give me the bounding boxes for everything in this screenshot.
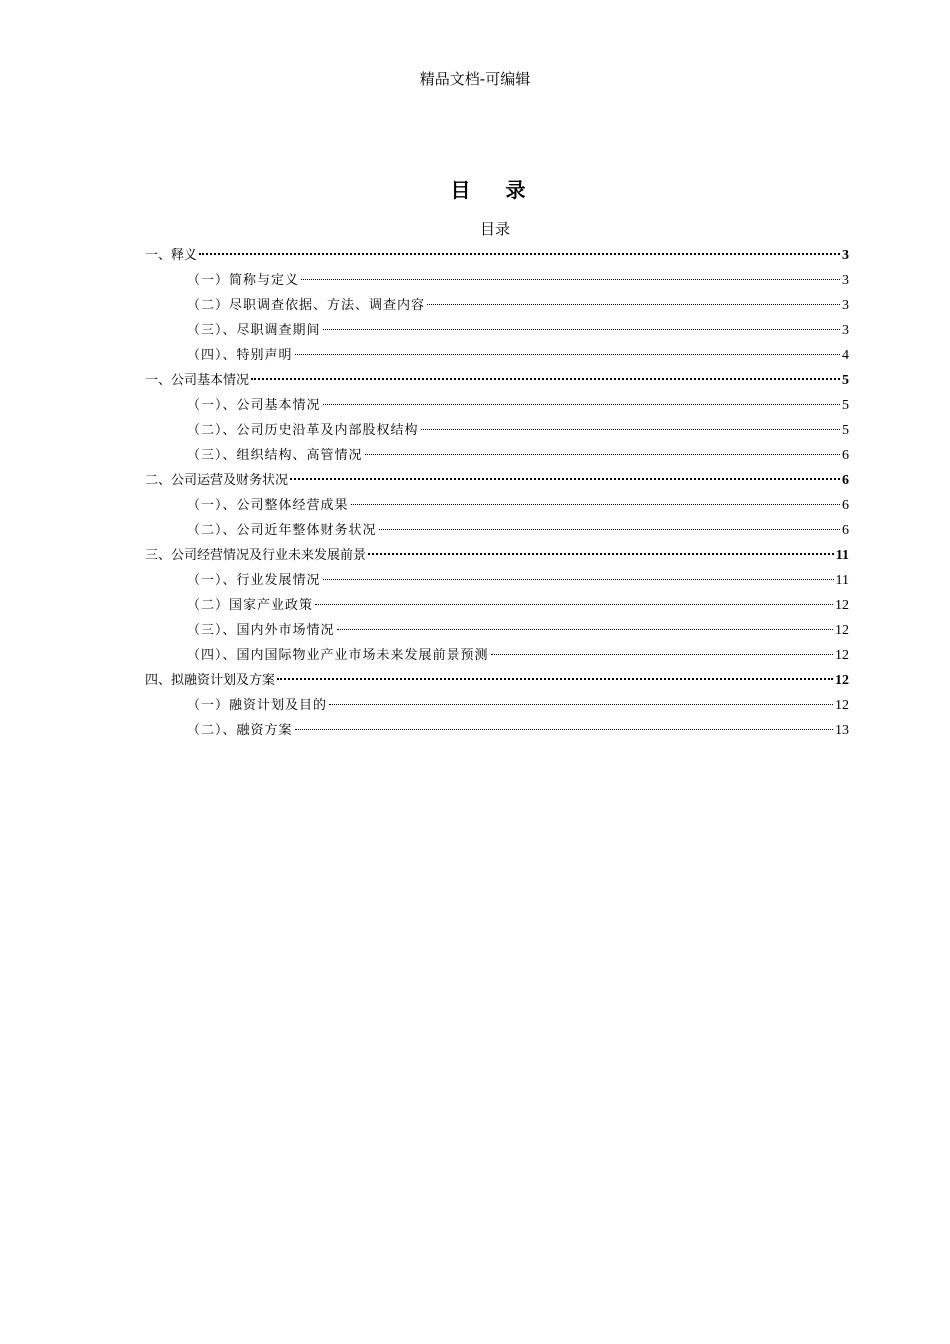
- toc-dot-leader: [301, 279, 840, 280]
- toc-entry-page-number: 5: [842, 423, 849, 438]
- toc-entry-label: （二）国家产业政策: [187, 598, 314, 613]
- toc-entry[interactable]: [145, 693, 849, 718]
- toc-entry-page-number: 6: [842, 498, 849, 513]
- toc-dot-leader: [251, 378, 840, 380]
- toc-dot-leader: [329, 704, 833, 705]
- toc-entry[interactable]: [145, 718, 849, 743]
- toc-dot-leader: [323, 579, 834, 580]
- toc-dot-leader: [379, 529, 840, 530]
- toc-entry-page-number: 5: [842, 373, 849, 388]
- toc-entry-page-number: 12: [835, 648, 849, 663]
- toc-entry-page-number: 6: [842, 473, 849, 488]
- toc-entry-page-number: 12: [835, 598, 849, 613]
- toc-dot-leader: [365, 454, 840, 455]
- toc-entry-page-number: 11: [835, 573, 849, 588]
- toc-entry[interactable]: [145, 643, 849, 668]
- toc-entry-label: （四）、国内国际物业产业市场未来发展前景预测: [187, 648, 489, 663]
- toc-entry-label: （二）尽职调查依据、方法、调查内容: [187, 298, 426, 313]
- page-header-watermark: 精品文档-可编辑: [419, 70, 531, 88]
- toc-entry-label: （二）、融资方案: [187, 723, 293, 738]
- toc-dot-leader: [337, 629, 833, 630]
- toc-entry[interactable]: [145, 393, 849, 418]
- toc-entry-label: （一）简称与定义: [187, 273, 300, 288]
- toc-entry-label: （三）、国内外市场情况: [187, 623, 335, 638]
- toc-entry-label: （一）、行业发展情况: [187, 573, 321, 588]
- toc-dot-leader: [295, 354, 840, 355]
- toc-dot-leader: [199, 253, 840, 255]
- toc-dot-leader: [421, 429, 840, 430]
- toc-title: 目 录: [450, 178, 540, 202]
- toc-entry-label: （二）、公司近年整体财务状况: [187, 523, 377, 538]
- toc-entry-label: 三、公司经营情况及行业未来发展前景: [145, 548, 367, 563]
- toc-entry[interactable]: [145, 668, 849, 693]
- toc-entry[interactable]: [145, 243, 849, 268]
- toc-entry-label: 一、公司基本情况: [145, 373, 250, 388]
- toc-entry[interactable]: [145, 418, 849, 443]
- toc-list: [145, 243, 849, 743]
- toc-entry-label: 一、释义: [145, 248, 198, 263]
- toc-entry-label: （一）融资计划及目的: [187, 698, 328, 713]
- toc-entry-label: （二）、公司历史沿革及内部股权结构: [187, 423, 419, 438]
- toc-dot-leader: [323, 404, 840, 405]
- toc-entry-page-number: 5: [842, 398, 849, 413]
- toc-dot-leader: [323, 329, 840, 330]
- toc-entry-page-number: 3: [842, 248, 849, 263]
- toc-dot-leader: [427, 304, 840, 305]
- toc-entry[interactable]: [145, 618, 849, 643]
- toc-dot-leader: [315, 604, 833, 605]
- toc-entry-label: （一）、公司整体经营成果: [187, 498, 349, 513]
- toc-entry-page-number: 6: [842, 523, 849, 538]
- toc-dot-leader: [368, 553, 834, 555]
- toc-dot-leader: [290, 478, 840, 480]
- toc-entry-page-number: 3: [842, 323, 849, 338]
- toc-entry-page-number: 13: [835, 723, 849, 738]
- toc-entry-label: （一）、公司基本情况: [187, 398, 321, 413]
- toc-entry-page-number: 11: [835, 548, 849, 563]
- toc-entry[interactable]: [145, 368, 849, 393]
- toc-entry-page-number: 3: [842, 298, 849, 313]
- toc-entry-page-number: 12: [835, 623, 849, 638]
- toc-entry-label: （三）、尽职调查期间: [187, 323, 321, 338]
- toc-dot-leader: [295, 729, 833, 730]
- toc-entry-label: （四）、特别声明: [187, 348, 293, 363]
- toc-entry-page-number: 3: [842, 273, 849, 288]
- toc-entry[interactable]: [145, 293, 849, 318]
- toc-dot-leader: [277, 678, 833, 680]
- toc-entry[interactable]: [145, 493, 849, 518]
- toc-entry-page-number: 6: [842, 448, 849, 463]
- toc-subtitle: 目录: [479, 220, 510, 238]
- toc-entry[interactable]: [145, 443, 849, 468]
- toc-entry[interactable]: [145, 268, 849, 293]
- toc-entry-page-number: 4: [842, 348, 849, 363]
- toc-entry[interactable]: [145, 568, 849, 593]
- toc-entry[interactable]: [145, 343, 849, 368]
- toc-entry[interactable]: [145, 318, 849, 343]
- toc-entry-label: 二、公司运营及财务状况: [145, 473, 289, 488]
- toc-dot-leader: [491, 654, 833, 655]
- toc-dot-leader: [351, 504, 840, 505]
- toc-entry-label: （三）、组织结构、高管情况: [187, 448, 363, 463]
- toc-entry-label: 四、拟融资计划及方案: [145, 673, 276, 688]
- toc-entry-page-number: 12: [835, 698, 849, 713]
- toc-entry[interactable]: [145, 468, 849, 493]
- toc-entry[interactable]: [145, 543, 849, 568]
- toc-entry[interactable]: [145, 518, 849, 543]
- toc-entry[interactable]: [145, 593, 849, 618]
- toc-entry-page-number: 12: [835, 673, 849, 688]
